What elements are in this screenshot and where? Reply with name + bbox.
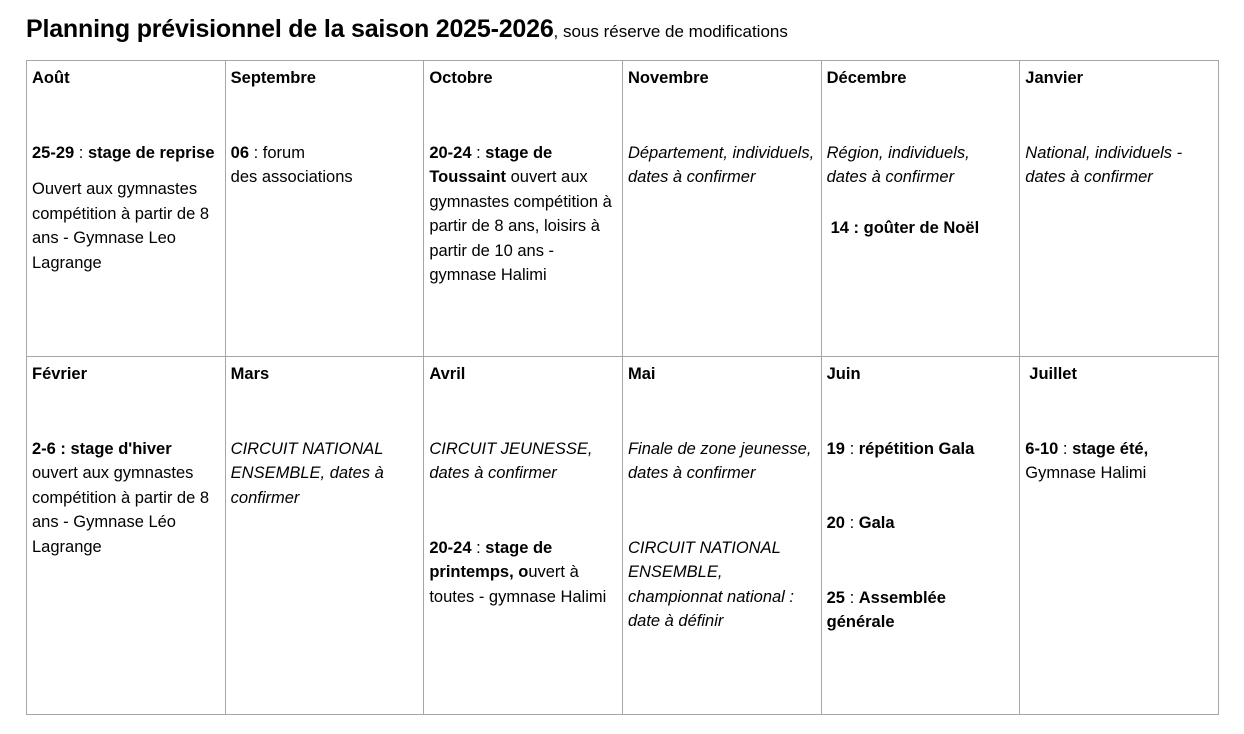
event [231, 141, 419, 190]
event-date: 20-24 [429, 143, 472, 162]
event [32, 437, 220, 560]
table-row [27, 357, 1219, 715]
month-cell-mai [622, 357, 821, 715]
event-title: répétition Gala [858, 439, 975, 458]
event-description: ouvert aux gymnastes compétition à partir de 8 ans - Gymnase Léo Lagrange [32, 464, 210, 556]
month-cell-mars [225, 357, 424, 715]
month-label: Août [32, 69, 70, 87]
event-date: 19 [826, 439, 845, 458]
event-separator: : [844, 588, 859, 607]
month-cell-decembre [821, 61, 1020, 357]
event-separator: : [1058, 439, 1073, 458]
month-label: Octobre [429, 69, 493, 87]
month-cell-novembre [622, 61, 821, 357]
month-label: Septembre [230, 69, 316, 87]
event [827, 586, 1015, 635]
event-title: Assemblée générale [826, 588, 946, 631]
month-label: Juillet [1029, 365, 1077, 383]
event [429, 141, 617, 288]
month-cell-juin [821, 357, 1020, 715]
page-title [26, 10, 788, 48]
month-cell-fevrier [27, 357, 226, 715]
month-label: Février [32, 365, 88, 383]
event-text: : forum [249, 143, 305, 162]
title-main: Planning prévisionnel de la saison 2025-2026 [26, 15, 554, 43]
event-date: 25 [826, 588, 845, 607]
month-label: Juin [826, 365, 861, 383]
month-cell-aout [27, 61, 226, 357]
month-cell-avril [424, 357, 623, 715]
month-label: Mai [627, 365, 656, 383]
event [827, 437, 1015, 462]
event [32, 141, 220, 166]
month-cell-janvier [1020, 61, 1219, 357]
event [827, 511, 1015, 536]
event-title: stage de printemps, o [429, 538, 553, 581]
event-title: Gala [858, 514, 895, 532]
event: Département, individuels, dates à confirmer [627, 143, 815, 186]
event: Finale de zone jeunesse, dates à confirmer [627, 439, 812, 482]
event-separator: : [471, 143, 486, 162]
event: CIRCUIT JEUNESSE, dates à confirmer [429, 439, 593, 482]
event: National, individuels - dates à confirmer [1025, 143, 1183, 186]
event-date: 06 [230, 143, 250, 162]
event-separator: : [844, 514, 859, 532]
event-separator: : [844, 439, 859, 458]
title-subtitle: , sous réserve de modifications [553, 22, 788, 41]
event-date: 6-10 [1025, 439, 1059, 458]
event-date: 25-29 [32, 143, 75, 162]
month-label: Avril [429, 365, 466, 383]
month-cell-septembre [225, 61, 424, 357]
event-description: uvert à toutes - gymnase Halimi [429, 563, 607, 606]
event-separator: : [74, 143, 88, 162]
event: 14 : goûter de Noël [830, 218, 980, 237]
event-separator: : [471, 538, 486, 557]
event [1025, 437, 1213, 486]
month-label: Mars [230, 365, 270, 383]
planning-table [26, 60, 1219, 715]
event: Région, individuels, dates à confirmer [826, 143, 970, 186]
event-date: 20 [826, 514, 845, 532]
event-date: 20-24 [429, 538, 472, 557]
event-text: des associations [230, 168, 353, 186]
event-title: stage été, [1072, 439, 1149, 458]
event-title: stage de reprise [87, 143, 215, 162]
event: CIRCUIT NATIONAL ENSEMBLE, championnat national : date à définir [627, 538, 794, 630]
event [429, 536, 617, 610]
event-description: Gymnase Halimi [1025, 464, 1147, 482]
month-label: Janvier [1025, 69, 1084, 87]
month-cell-juillet [1020, 357, 1219, 715]
event-description: Ouvert aux gymnastes compétition à partir de 8 ans - Gymnase Leo Lagrange [32, 180, 210, 272]
table-row [27, 61, 1219, 357]
month-label: Novembre [627, 69, 709, 87]
month-label: Décembre [826, 69, 907, 87]
event-description: ouvert aux gymnastes compétition à partir de 8 ans, loisirs à partir de 10 ans - gymnase Halimi [429, 168, 612, 284]
event: CIRCUIT NATIONAL ENSEMBLE, dates à confirmer [230, 439, 384, 507]
month-cell-octobre [424, 61, 623, 357]
event-title: stage de Toussaint [429, 143, 553, 186]
event-title: 2-6 : stage d'hiver [32, 439, 172, 458]
